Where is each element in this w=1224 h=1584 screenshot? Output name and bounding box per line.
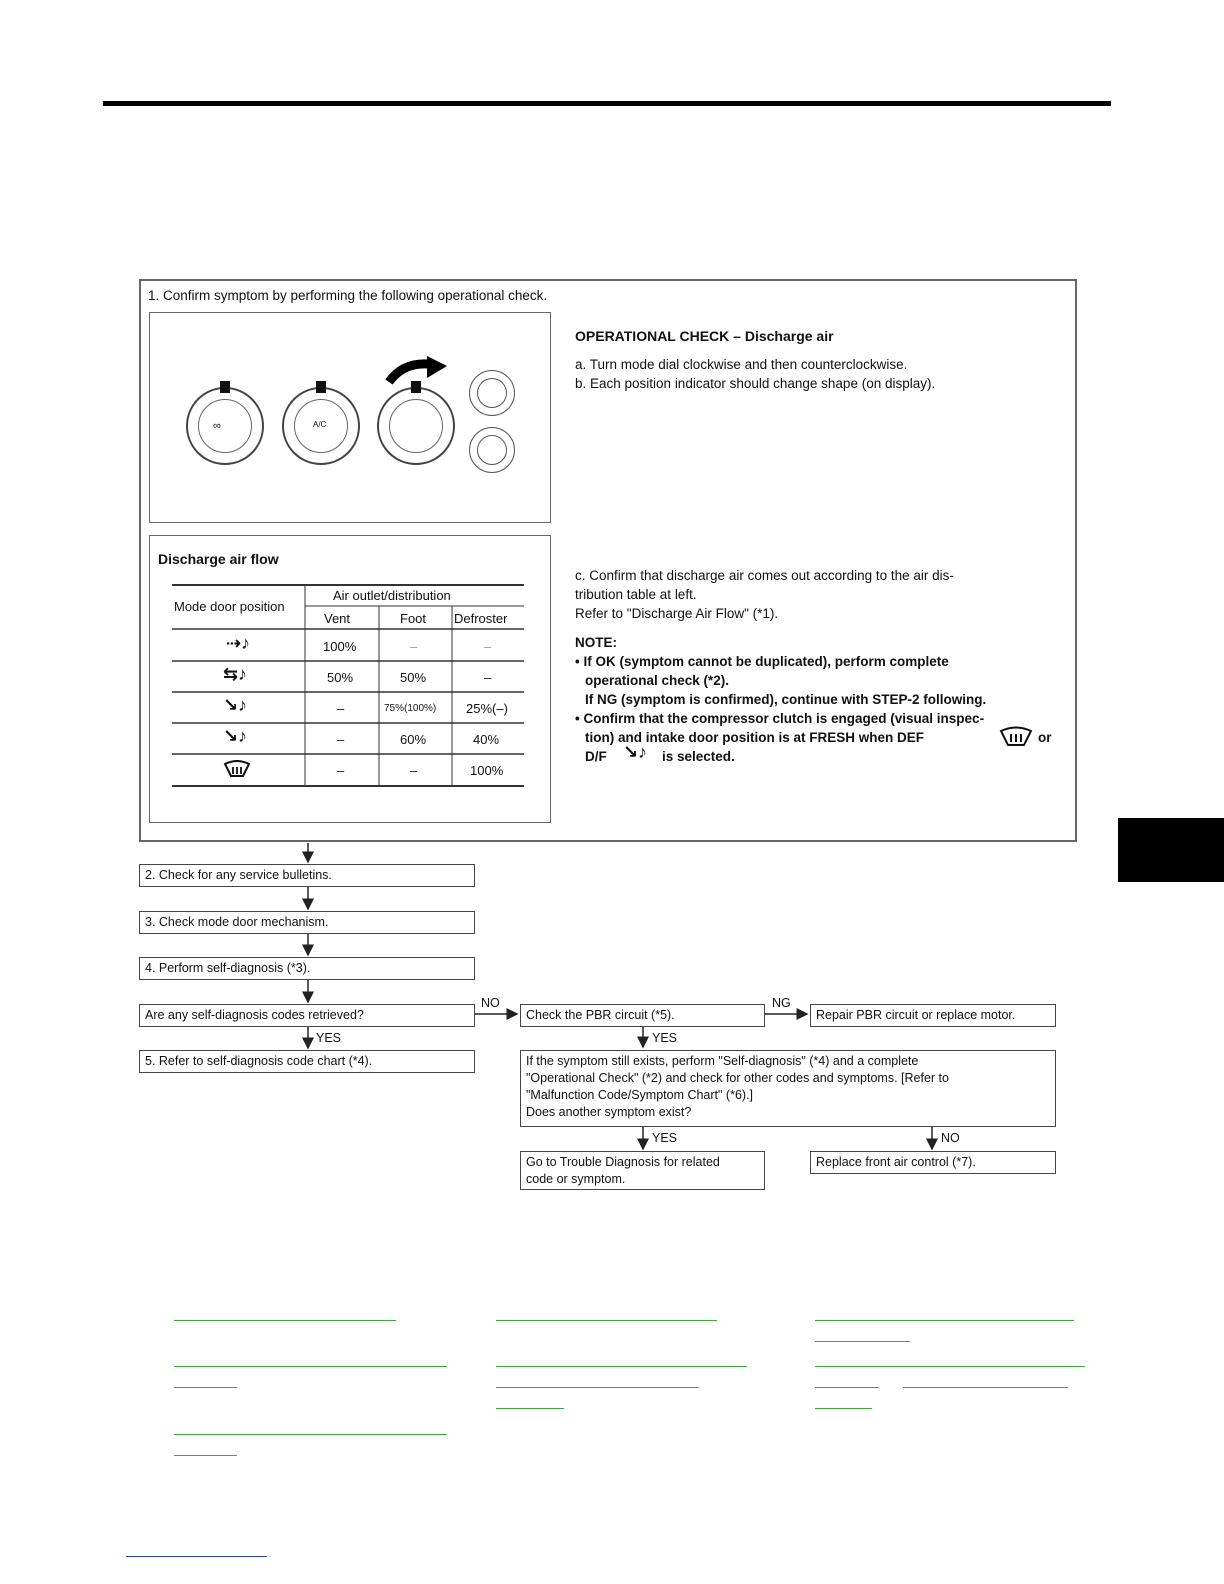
op-step-c-line1: c. Confirm that discharge air comes out according to the air dis- <box>575 568 954 583</box>
page-footer-link[interactable] <box>126 1556 267 1557</box>
row5-vent: – <box>337 763 345 778</box>
label-no-2: NO <box>941 1131 960 1145</box>
note-bullet2-line2: tion) and intake door position is at FRESH when DEF <box>585 730 925 745</box>
step5-box: 5. Refer to self-diagnosis code chart (*4). <box>139 1050 475 1073</box>
note-bullet1-line3: If NG (symptom is confirmed), continue with STEP-2 following. <box>585 692 987 707</box>
reference-link-7b[interactable] <box>815 1408 872 1409</box>
goto-trouble-box <box>520 1151 765 1190</box>
row3-vent: – <box>337 701 345 716</box>
note-selected: is selected. <box>662 749 735 764</box>
op-step-c-line3: Refer to "Discharge Air Flow" (*1). <box>575 606 779 621</box>
reference-link-4b[interactable] <box>174 1387 237 1388</box>
df-inline-icon: ↘♪ <box>622 742 648 762</box>
question-box: Are any self-diagnosis codes retrieved? <box>139 1004 475 1027</box>
foot-defrost-mode-icon: ↘♪ <box>222 726 248 746</box>
label-no-1: NO <box>481 996 500 1010</box>
row1-vent: 100% <box>323 639 357 654</box>
replace-front-box: Replace front air control (*7). <box>810 1151 1056 1174</box>
row4-def: 40% <box>473 732 500 747</box>
row4-foot: 60% <box>400 732 427 747</box>
reference-link-5b[interactable] <box>496 1387 699 1388</box>
header-air-outlet: Air outlet/distribution <box>333 588 451 603</box>
row3-foot: 75%(100%) <box>384 703 437 714</box>
bilevel-mode-icon: ⇆♪ <box>222 664 248 684</box>
row4-vent: – <box>337 732 345 747</box>
still-exists-line3: "Malfunction Code/Symptom Chart" (*6).] <box>526 1088 754 1102</box>
header-mode-door: Mode door position <box>174 599 285 614</box>
reference-link-6[interactable] <box>815 1366 1085 1367</box>
note-bullet1-line2: operational check (*2). <box>585 673 730 688</box>
row5-def: 100% <box>470 763 504 778</box>
label-yes-1: YES <box>316 1031 342 1045</box>
step2-box: 2. Check for any service bulletins. <box>139 864 475 887</box>
foot-mode-icon: ↘♪ <box>222 695 248 715</box>
op-step-b: b. Each position indicator should change shape (on display). <box>575 376 936 391</box>
row1-def: – <box>484 639 492 654</box>
header-vent: Vent <box>324 611 351 626</box>
row2-def: – <box>484 670 492 685</box>
reference-link-5[interactable] <box>496 1366 747 1367</box>
vent-mode-icon: ⇢♪ <box>225 633 251 653</box>
reference-link-7[interactable] <box>903 1387 1068 1388</box>
reference-link-8b[interactable] <box>174 1455 237 1456</box>
label-yes-3: YES <box>652 1131 678 1145</box>
header-foot: Foot <box>400 611 427 626</box>
note-df: D/F <box>585 749 607 764</box>
still-exists-line2: "Operational Check" (*2) and check for other codes and symptoms. [Refer to <box>526 1071 949 1085</box>
reference-link-5c[interactable] <box>496 1408 564 1409</box>
note-or: or <box>1038 730 1052 745</box>
reference-link-3b[interactable] <box>815 1341 910 1342</box>
reference-link-6b[interactable] <box>815 1387 879 1388</box>
row3-def: 25%(–) <box>466 701 508 716</box>
still-exists-line1: If the symptom still exists, perform "Self-diagnosis" (*4) and a complete <box>526 1054 919 1068</box>
reference-link-4[interactable] <box>174 1366 447 1367</box>
row5-foot: – <box>410 763 418 778</box>
step1-text: 1. Confirm symptom by performing the following operational check. <box>148 288 548 303</box>
note-bullet1-line1: • If OK (symptom cannot be duplicated), perform complete <box>575 654 949 669</box>
row2-foot: 50% <box>400 670 427 685</box>
reference-link-8[interactable] <box>174 1434 447 1435</box>
ac-label: A/C <box>313 420 327 429</box>
header-defroster: Defroster <box>454 611 508 626</box>
step4-box: 4. Perform self-diagnosis (*3). <box>139 957 475 980</box>
still-exists-box <box>520 1050 1056 1127</box>
op-step-c-line2: tribution table at left. <box>575 587 697 602</box>
reference-link-3[interactable] <box>815 1320 1074 1321</box>
note-heading: NOTE: <box>575 635 617 650</box>
note-bullet2-line1: • Confirm that the compressor clutch is engaged (visual inspec- <box>575 711 985 726</box>
label-ng: NG <box>772 996 791 1010</box>
step3-box: 3. Check mode door mechanism. <box>139 911 475 934</box>
fan-symbol-icon: ∞ <box>213 420 221 432</box>
label-yes-2: YES <box>652 1031 678 1045</box>
row1-foot: – <box>410 639 418 654</box>
reference-link-1[interactable] <box>174 1320 396 1321</box>
goto-line1: Go to Trouble Diagnosis for related <box>526 1155 720 1169</box>
repair-pbr-box: Repair PBR circuit or replace motor. <box>810 1004 1056 1027</box>
op-step-a: a. Turn mode dial clockwise and then counterclockwise. <box>575 357 908 372</box>
still-exists-line4: Does another symptom exist? <box>526 1105 692 1119</box>
reference-link-2[interactable] <box>496 1320 717 1321</box>
check-pbr-box: Check the PBR circuit (*5). <box>520 1004 765 1027</box>
row2-vent: 50% <box>327 670 354 685</box>
operational-check-title: OPERATIONAL CHECK – Discharge air <box>575 328 834 344</box>
discharge-title: Discharge air flow <box>158 551 279 567</box>
goto-line2: code or symptom. <box>526 1172 626 1186</box>
